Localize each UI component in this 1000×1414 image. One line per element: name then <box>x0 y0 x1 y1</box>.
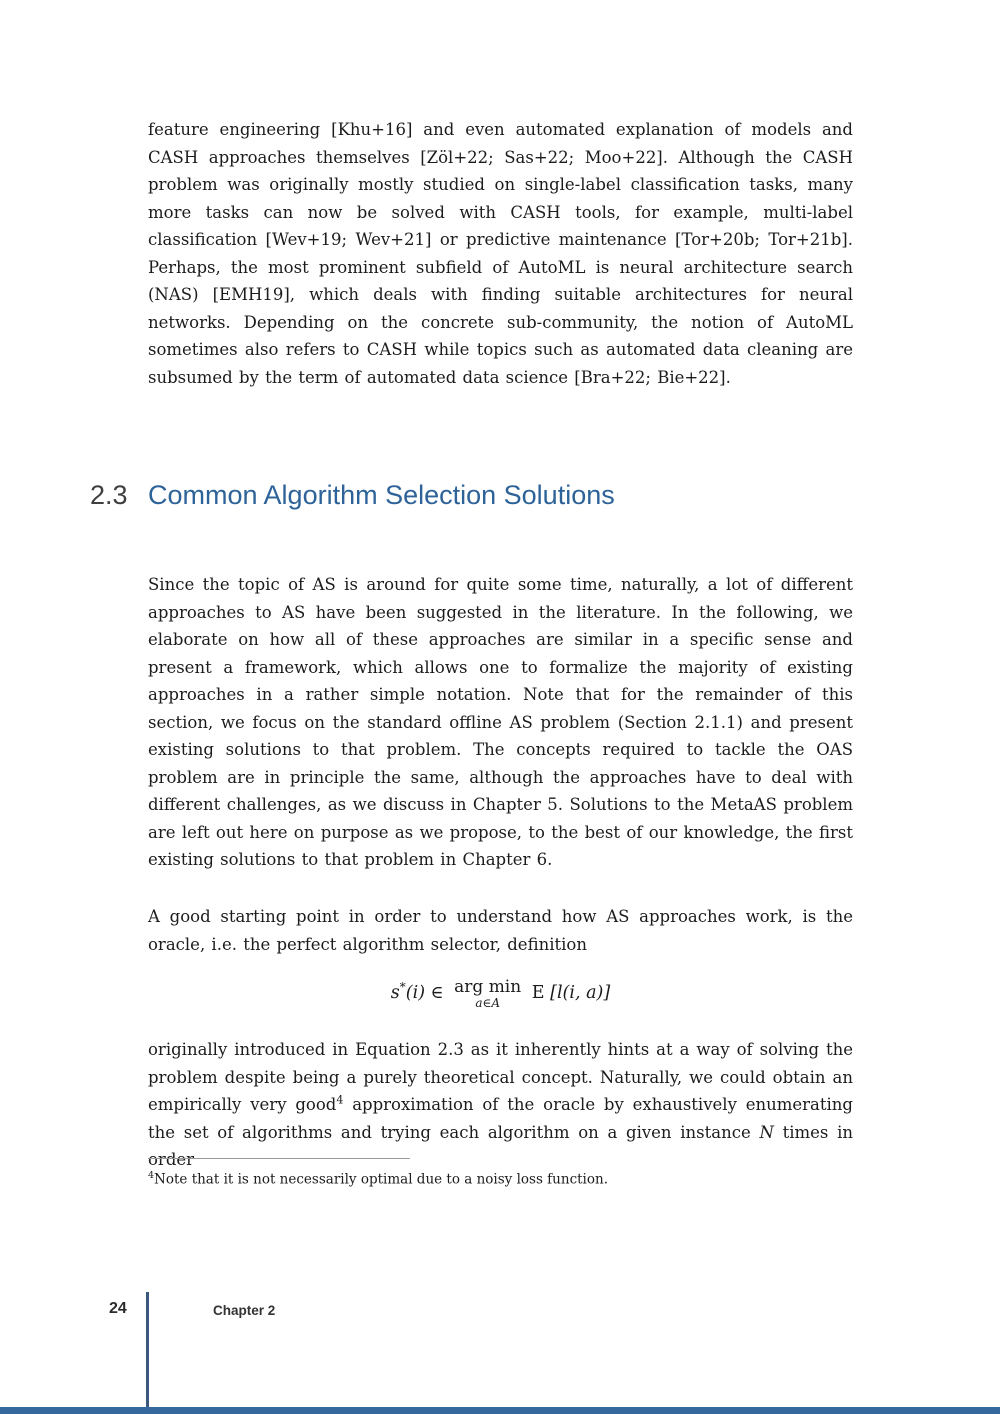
equation-superscript: * <box>399 980 406 995</box>
instance-count-variable: N <box>759 1122 774 1142</box>
equation-operator: arg min <box>454 977 522 997</box>
footnote-rule <box>148 1158 410 1159</box>
equation-lhs: s*(i) ∈ <box>390 980 444 1003</box>
after-equation-paragraph: originally introduced in Equation 2.3 as it inherently hints at a way of solving the problem despite being a purely theoretical concept. Naturally, we could obtain an empirically very good$^4$ approximation of the oracle by exhaustively enumerating the set of algorithms and trying each algorithm on a given instance N times in order <box>148 1040 853 1169</box>
chapter-label: Chapter 2 <box>213 1303 276 1318</box>
body-paragraph-container <box>148 571 853 874</box>
equation-argmin-operator <box>454 978 521 1009</box>
oracle-paragraph-container <box>148 903 853 958</box>
section-number: 2.3 <box>90 480 128 510</box>
equation-operator-subscript: a∈A <box>475 996 501 1010</box>
footer-vertical-rule <box>146 1292 149 1407</box>
page-number: 24 <box>109 1300 127 1317</box>
footnote-block <box>148 1158 853 1190</box>
equation-rhs: E [l(i, a)] <box>531 983 611 1003</box>
oracle-paragraph: A good starting point in order to understand how AS approaches work, is the oracle, i.e. the perfect algorithm selector, definition <box>148 907 853 954</box>
body-paragraph: Since the topic of AS is around for quite some time, naturally, a lot of different approaches to AS have been suggested in the literature. In the following, we elaborate on how all of these approaches are similar in a specific sense and present a framework, which allows one to formalize the majority of existing approaches in a rather simple notation. Note that for the remainder of this section, we focus on the standard offline AS problem (Section 2.1.1) and present existing solutions to that problem. The concepts required to tackle the OAS problem are in principle the same, although the approaches have to deal with different challenges, as we discuss in Chapter 5. Solutions to the MetaAS problem are left out here on purpose as we propose, to the best of our knowledge, the first existing solutions to that problem in Chapter 6. <box>148 575 853 869</box>
intro-paragraph-container <box>148 116 853 391</box>
section-heading <box>90 480 950 511</box>
footnote: $^4$Note that it is not necessarily optimal due to a noisy loss function. <box>148 1170 608 1188</box>
oracle-equation <box>148 978 853 1009</box>
page-bottom-bar <box>0 1407 1000 1414</box>
footnote-reference: 4 <box>336 1093 344 1107</box>
after-equation-container <box>148 1036 853 1174</box>
footnote-marker: 4 <box>148 1170 155 1181</box>
intro-paragraph: feature engineering [Khu+16] and even automated explanation of models and CASH approaches themselves [Zöl+22; Sas+22; Moo+22]. Although the CASH problem was originally mostly studied on single-label classification tasks, many more tasks can now be solved with CASH tools, for example, multi-label classification [Wev+19; Wev+21] or predictive maintenance [Tor+20b; Tor+21b]. Perhaps, the most prominent subfield of AutoML is neural architecture search (NAS) [EMH19], which deals with finding suitable architectures for neural networks. Depending on the concrete sub-community, the notion of AutoML sometimes also refers to CASH while topics such as automated data cleaning are subsumed by the term of automated data science [Bra+22; Bie+22]. <box>148 120 853 387</box>
section-title: Common Algorithm Selection Solutions <box>148 480 615 510</box>
